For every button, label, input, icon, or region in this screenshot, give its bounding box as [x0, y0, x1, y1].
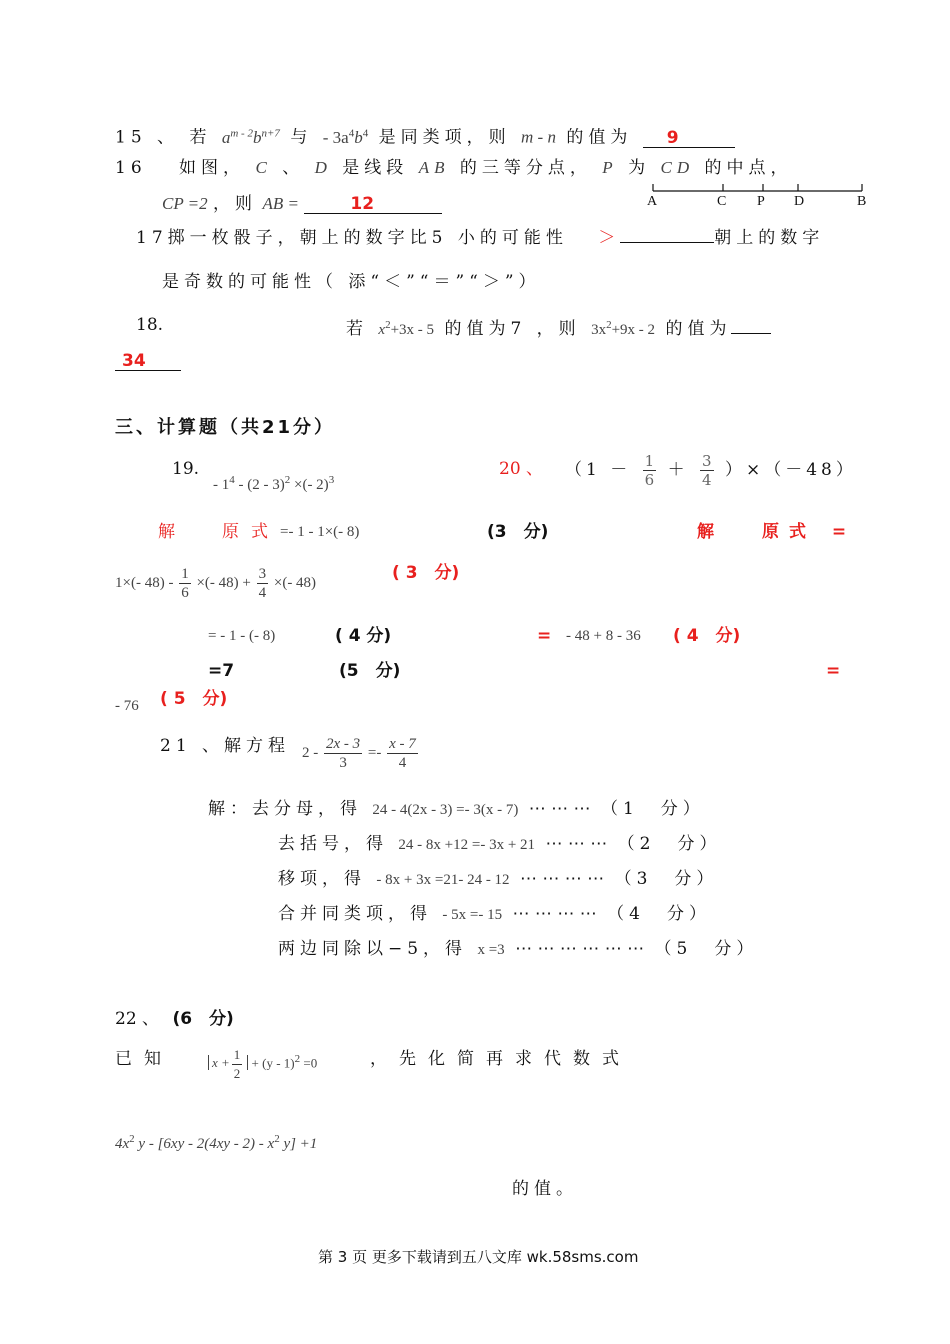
label-b: B — [857, 194, 867, 209]
q19-num: 19. — [172, 459, 200, 479]
q16-line2: CP =2 ，则 AB = 12 — [162, 193, 442, 215]
q18-line: 若 $x^2+3x - 5$ 的值为7 ，则 $3x^2+9x - 2$ 的值为 — [346, 314, 771, 341]
q16-line1: 16 如图， C 、 D 是线段 AB 的三等分点， P 为 CD 的中点， — [115, 158, 793, 178]
q16-answer: 12 — [350, 194, 375, 214]
q17-answer: ＞ — [598, 228, 621, 248]
q15-answer-blank — [643, 129, 735, 148]
q20-sol-line2: - 48 + 8 - 36 — [566, 628, 641, 644]
q20-sol-line2-score: ( 4 分) — [673, 626, 741, 646]
label-a: A — [647, 194, 658, 209]
q19-sol-line1: =- 1 - 1×(- 8) — [280, 524, 360, 540]
q20-num: 20 、 — [499, 459, 544, 479]
q21-title: 21 、解方程 — [160, 736, 291, 756]
q20-expr: （1 － $\frac{1}{6}$ ＋ $\frac{3}{4}$ ）×（－48） — [565, 452, 857, 489]
q19-sol-line3: =7 — [208, 661, 235, 681]
q21-step-2: 去括号，得 24 - 8x +12 =- 3x + 21 ⋯ ⋯ ⋯ （2 分） — [278, 834, 722, 854]
section-title: 三、计算题（共21分） — [115, 417, 336, 438]
q22-num: 22 、 (6 分) — [115, 1009, 234, 1029]
q18-answer: 34 — [122, 351, 146, 371]
q21-step-4: 合并同类项，得 - 5x =- 15 ⋯ ⋯ ⋯ ⋯ （4 分） — [278, 904, 711, 924]
q20-sol-line3-eq: = — [826, 661, 841, 681]
q17-line1: 17掷一枚骰子，朝上的数字比5 小的可能性 ＞ 朝上的数字 — [136, 228, 825, 248]
q19-sol-label2: 原式 — [222, 522, 280, 542]
q19-expr: - $1^4 - (2 - 3)^2$ ×(- 2)$^3$ — [213, 474, 335, 493]
q19-sol-line1-score: (3 分) — [487, 522, 549, 542]
q19-sol-line2-score: ( 4 分) — [335, 626, 392, 646]
q20-sol-line3: - 76 — [115, 698, 139, 714]
q21-equation: 2 - $\frac{2x - 3}{3}$ =- $\frac{x - 7}{4}$ — [302, 736, 416, 771]
q22-condition: x + $\frac{1}{2}$ + (y - 1)$^2$ =0 — [208, 1046, 317, 1083]
q22-tail: 的值。 — [512, 1179, 578, 1199]
q16-answer-blank — [304, 195, 442, 214]
q20-sol-line2-eq: = — [537, 626, 552, 646]
label-p: P — [757, 194, 765, 209]
label-c: C — [717, 194, 727, 209]
page-footer: 第 3 页 更多下载请到五八文库 wk.58sms.com — [318, 1248, 639, 1266]
q20-sol-line1: 1×(- 48) - $\frac{1}{6}$ ×(- 48) + $\frac{3}{4}$ ×(- 48) — [115, 566, 317, 601]
q18-answer-line — [115, 350, 181, 372]
label-d: D — [794, 194, 805, 209]
q22-known: 已知 — [115, 1049, 173, 1069]
q15-answer: 9 — [666, 127, 679, 148]
q19-sol-line3-score: (5 分) — [339, 661, 401, 681]
q22-text: ，先化简再求代数式 — [370, 1049, 631, 1069]
q15-line: 15 、 若 $a^{m - 2}b^{n+7}$ 与 - $3a^4b^4$ 是同类项，则 m - n 的值为 9 — [115, 122, 735, 149]
q19-sol-line2: = - 1 - (- 8) — [208, 628, 276, 644]
q22-expression: $4x^2$ y - [$6xy - 2(4xy - 2) - x^2$ y] +1 — [115, 1133, 318, 1152]
q21-step-1: 解：去分母，得 24 - 4(2x - 3) =- 3(x - 7) ⋯ ⋯ ⋯ （1 分） — [208, 799, 705, 819]
q20-sol-line3-score: ( 5 分) — [160, 689, 228, 709]
q19-sol-label: 解 — [158, 522, 175, 542]
q21-step-5: 两边同除以−5，得 x =3 ⋯ ⋯ ⋯ ⋯ ⋯ ⋯ （5 分） — [278, 939, 759, 959]
q18-num: 18. — [136, 315, 164, 335]
q20-sol-line1-score: ( 3 分) — [392, 563, 460, 583]
q21-step-3: 移项，得 - 8x + 3x =21- 24 - 12 ⋯ ⋯ ⋯ ⋯ （3 分） — [278, 869, 719, 889]
q20-sol-label2: 原式 = — [762, 522, 857, 542]
q17-line2: 是奇数的可能性（ 添“＜”“＝”“＞”） — [162, 272, 541, 292]
q20-sol-label: 解 — [697, 522, 714, 542]
